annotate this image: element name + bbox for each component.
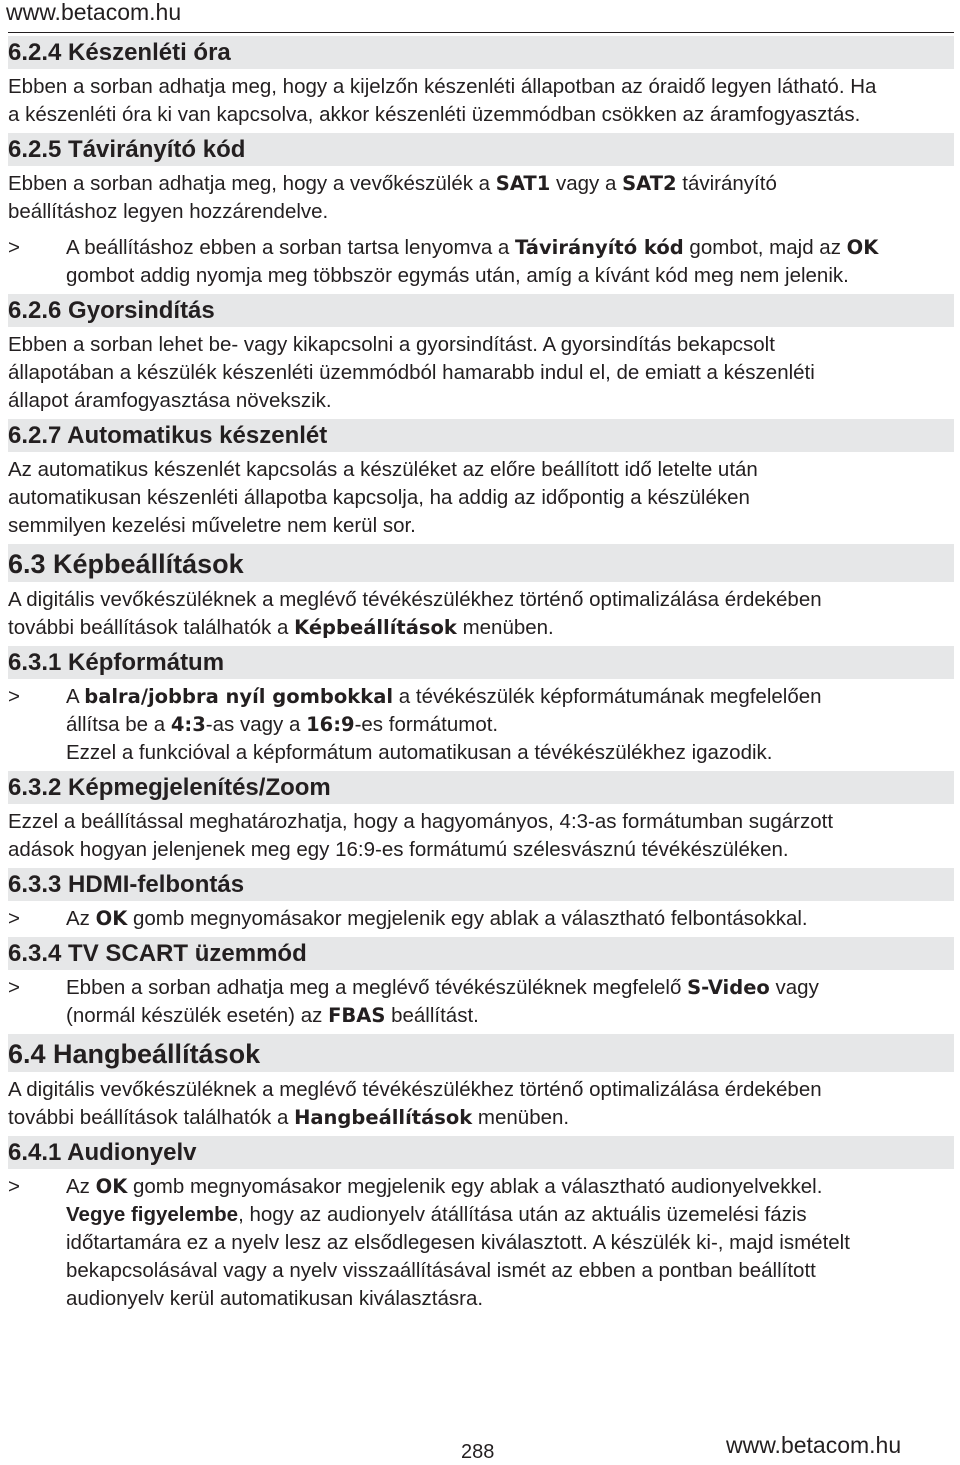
paragraph-6-4: A digitális vevőkészüléknek a meglévő tévékészülékhez történő optimalizálása érdekében további beállítások találhatók a Hangbeállítások menüben. [8,1078,822,1129]
header-site-url: www.betacom.hu [6,0,182,25]
page-number: 288 [461,1441,495,1463]
list-item-6-3-4: > Ebben a sorban adhatja meg a meglévő tévékészüléknek megfelelő S-Video vagy (normál készülék esetén) az FBAS beállítást. [8,976,819,1027]
list-item-6-4-1: > Az OK gomb megnyomásakor megjelenik egy ablak a választható audionyelvekkel. Vegye figyelembe, hogy az audionyelv átállítása után az aktuális üzemelési fázis időtartamára ez a nyelv lesz az elsődlegesen kiválasztott. A készülék ki-, majd ismételt bekapcsolásával vagy a nyelv visszaállításával ismét az ebben a pontban beállított audionyelv kerül automatikusan kiválasztásra. [8,1175,850,1310]
heading-6-3: 6.3 Képbeállítások [8,544,954,582]
ok-key: OK [95,907,128,930]
bullet-marker: > [8,976,20,999]
arrow-keys: balra/jobbra nyíl gombokkal [84,685,394,708]
sound-settings-menu: Hangbeállítások [294,1106,473,1129]
page-content [8,36,954,1317]
paragraph-6-2-5: Ebben a sorban adhatja meg, hogy a vevőkészülék a SAT1 vagy a SAT2 távirányító beállításhoz legyen hozzárendelve. [8,172,777,223]
heading-6-2-6: 6.2.6 Gyorsindítás [8,294,954,327]
paragraph-6-2-4: Ebben a sorban adhatja meg, hogy a kijelzőn készenléti állapotban az óraidő legyen látható. Ha a készenléti óra ki van kapcsolva, akkor készenléti üzemmódban csökken az áramfogyasztás. [8,75,877,126]
ok-key: OK [95,1175,128,1198]
heading-6-4: 6.4 Hangbeállítások [8,1034,954,1072]
heading-6-2-7: 6.2.7 Automatikus készenlét [8,419,954,452]
format-4-3: 4:3 [170,713,206,736]
paragraph-6-2-6: Ebben a sorban lehet be- vagy kikapcsolni a gyorsindítást. A gyorsindítás bekapcsolt állapotában a készülék készenléti üzemmódból hamarabb indul el, de emiatt a készenléti állapot áramfogyasztása növekszik. [8,333,815,412]
ok-key: OK [846,236,879,259]
bullet-marker: > [8,1175,20,1198]
paragraph-6-3: A digitális vevőkészüléknek a meglévő tévékészülékhez történő optimalizálása érdekében további beállítások találhatók a Képbeállítások menüben. [8,588,822,639]
heading-6-3-1: 6.3.1 Képformátum [8,646,954,679]
s-video-option: S-Video [687,976,770,999]
remote-code-key: Távirányító kód [515,236,684,259]
heading-6-3-3: 6.3.3 HDMI-felbontás [8,868,954,901]
paragraph-6-3-2: Ezzel a beállítással meghatározhatja, hogy a hagyományos, 4:3-as formátumban sugárzott adások hogyan jelenjenek meg egy 16:9-es formátumú szélesvásznú tévékészüléken. [8,810,834,861]
list-item-6-2-5: > A beállításhoz ebben a sorban tartsa lenyomva a Távirányító kód gombot, majd az OK gombot addig nyomja meg többször egymás után, amíg a kívánt kód meg nem jelenik. [8,236,879,287]
list-item-6-3-1: > A balra/jobbra nyíl gombokkal a tévékészülék képformátumának megfelelően állítsa be a 4:3-as vagy a 16:9-es formátumot. Ezzel a funkcióval a képformátum automatikusan a tévékészülékhez igazodik. [8,685,822,764]
heading-6-3-4: 6.3.4 TV SCART üzemmód [8,937,954,970]
paragraph-6-2-7: Az automatikus készenlét kapcsolás a készüléket az előre beállított idő letelte után automatikusan készenléti állapotba kapcsolja, ha addig az időpontig a készüléken semmilyen kezelési műveletre nem kerül sor. [8,458,758,537]
picture-settings-menu: Képbeállítások [294,616,457,639]
heading-6-2-5: 6.2.5 Távirányító kód [8,133,954,166]
heading-6-2-4: 6.2.4 Készenléti óra [8,36,954,69]
sat2-key: SAT2 [622,172,677,195]
heading-6-4-1: 6.4.1 Audionyelv [8,1136,954,1169]
footer-site-url: www.betacom.hu [726,1432,902,1458]
sat1-key: SAT1 [495,172,551,195]
bullet-marker: > [8,907,20,930]
bullet-marker: > [8,236,20,259]
bullet-marker: > [8,685,20,708]
format-16-9: 16:9 [306,713,355,736]
note-label: Vegye figyelembe [66,1203,239,1226]
header-rule [8,32,954,33]
list-item-6-3-3: > Az OK gomb megnyomásakor megjelenik egy ablak a választható felbontásokkal. [8,901,954,937]
fbas-option: FBAS [328,1004,386,1027]
heading-6-3-2: 6.3.2 Képmegjelenítés/Zoom [8,771,954,804]
